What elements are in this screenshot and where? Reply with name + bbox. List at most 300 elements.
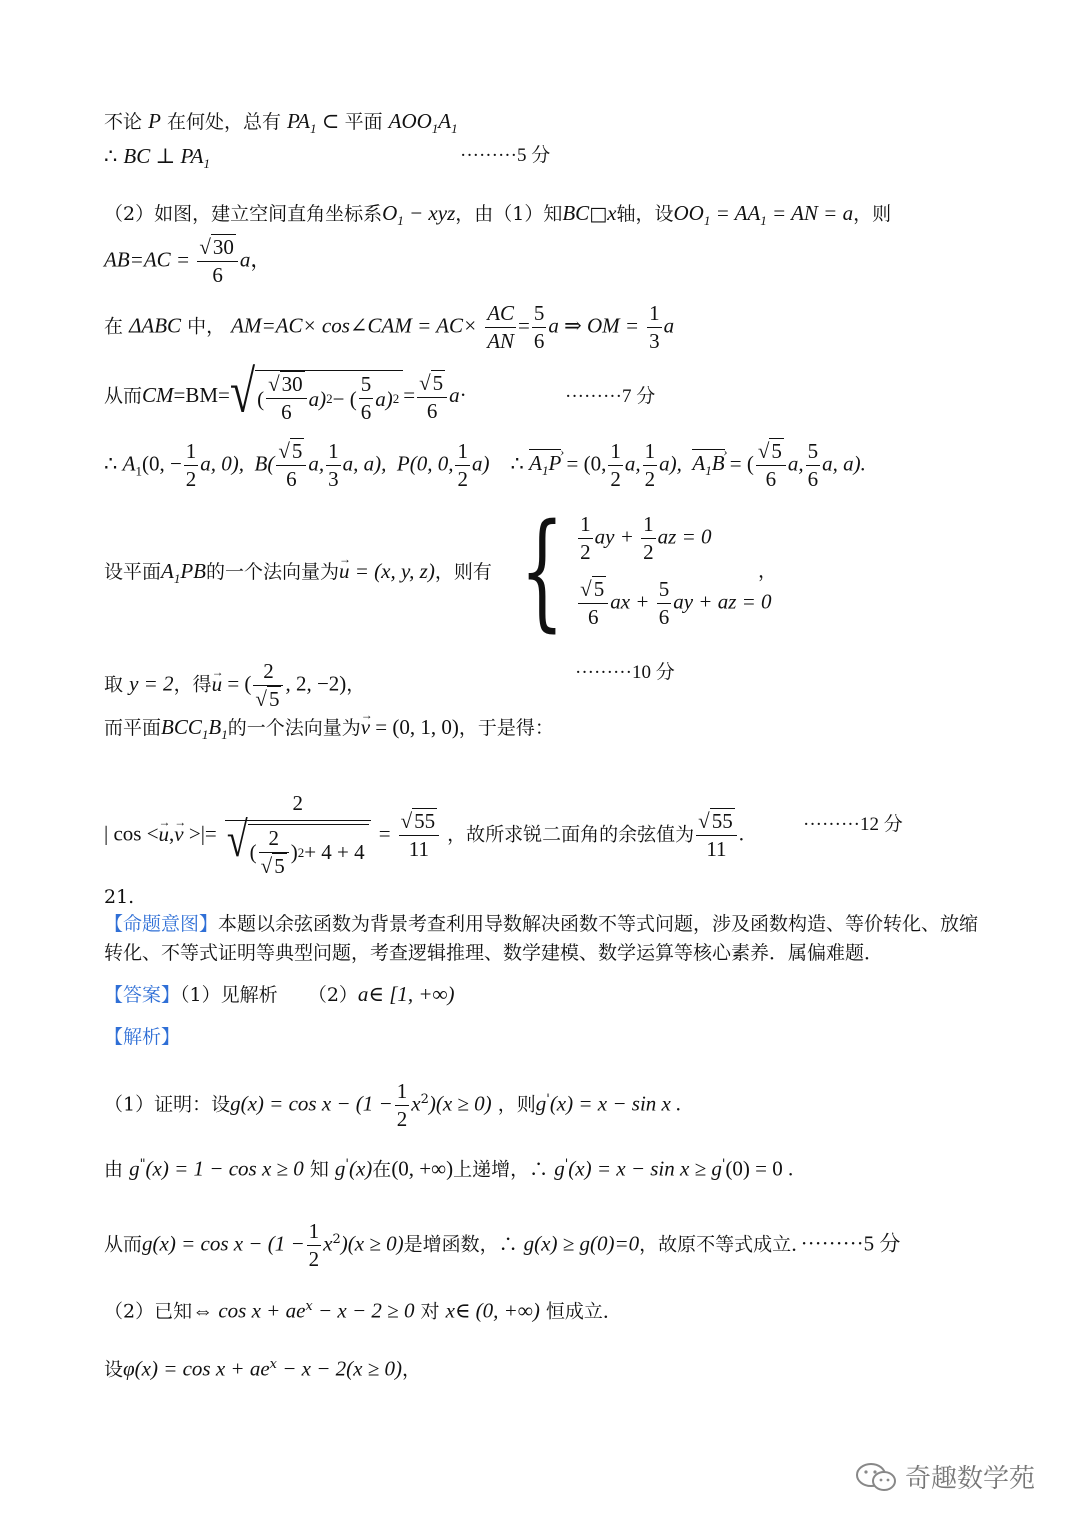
denominator: 6 — [533, 329, 545, 353]
denominator: 6 — [765, 467, 777, 491]
math: ⇔ cos x + ae — [192, 1298, 306, 1323]
math-part: = ( — [724, 451, 754, 476]
math-part: = AN = a — [766, 201, 854, 225]
denominator: 6 — [286, 467, 297, 491]
math-part: AB=AC = — [104, 247, 191, 272]
fraction — [307, 1220, 322, 1271]
text: （2） — [307, 984, 358, 1006]
math: ΔABC — [129, 313, 182, 338]
equation-row-2 — [576, 578, 771, 629]
superscript: ' — [564, 1157, 569, 1172]
math-part: + 4 + 4 — [304, 840, 365, 864]
denominator: AN — [487, 329, 515, 353]
denominator: 11 — [408, 837, 429, 861]
numerator: 1 — [307, 1220, 322, 1246]
numerator: 1 — [326, 440, 341, 466]
math: g(x) = cos x − (1 − — [230, 1091, 393, 1116]
fraction — [756, 440, 786, 491]
text: 的一个法向量为 — [206, 561, 340, 583]
denominator: 2 — [308, 1247, 320, 1271]
sqrt — [272, 856, 287, 877]
superscript: 2 — [326, 390, 333, 406]
line-step-1 — [104, 1080, 681, 1131]
fraction — [578, 578, 608, 629]
denominator: 2 — [643, 540, 654, 564]
vector-u: → u — [212, 671, 223, 697]
sqrt — [412, 811, 437, 832]
math-part: O — [382, 201, 398, 225]
line-take-y — [104, 660, 365, 711]
brace: { — [520, 497, 565, 644]
numerator: 5 — [657, 578, 672, 604]
math-part: ( — [257, 386, 265, 411]
fraction — [259, 827, 289, 878]
math-part: ay + — [594, 524, 634, 549]
math: | cos < — [104, 821, 159, 846]
fraction — [276, 440, 306, 491]
sqrt — [211, 237, 236, 258]
superscript: 2 — [332, 1232, 341, 1248]
watermark — [855, 1458, 1035, 1495]
text: 是增函数，∴ — [403, 1233, 518, 1256]
math-part: A — [529, 451, 542, 476]
equation-rows — [576, 513, 771, 629]
math-part: ax + — [610, 589, 650, 614]
text: 由 — [104, 1158, 124, 1181]
radicand: 5 — [291, 439, 303, 463]
fraction — [197, 236, 238, 287]
superscript: ' — [721, 1157, 726, 1172]
superscript: 2 — [392, 390, 400, 406]
sqrt — [769, 441, 784, 462]
math-part: PA — [287, 109, 310, 133]
denominator: 6 — [587, 605, 599, 629]
math: , — [169, 821, 175, 846]
math: CM — [142, 383, 174, 407]
line-normal-vector-v — [104, 714, 554, 748]
math: (x) = 1 − cos x ≥ 0 — [145, 1156, 304, 1181]
text: 在何处，总有 — [166, 111, 281, 133]
math: g(x) = cos x − (1 − — [142, 1231, 305, 1256]
math: = (x, y, z) — [349, 559, 435, 583]
math — [673, 201, 854, 229]
math-part: PB — [180, 559, 206, 583]
math: g — [554, 1156, 565, 1181]
numerator: 2 — [225, 792, 371, 821]
line-step-3 — [104, 1220, 900, 1271]
vector-v: → v — [361, 714, 370, 740]
math-part: a, — [787, 451, 804, 476]
numerator: √30 — [266, 373, 307, 399]
vector-a1b — [692, 449, 724, 484]
numerator: √5 — [578, 578, 608, 604]
denominator: 11 — [706, 837, 727, 861]
math-part: a) — [375, 386, 393, 411]
radicand: 55 — [711, 809, 733, 833]
math: . — [738, 821, 744, 846]
math-part: = AA — [710, 201, 761, 225]
superscript: x — [305, 1299, 313, 1314]
math: BC — [562, 201, 590, 225]
text: 不论 — [104, 111, 143, 133]
line-bc-perp — [104, 143, 210, 177]
text: 的一个法向量为 — [227, 717, 361, 739]
text: 而平面 — [104, 717, 162, 739]
superscript: " — [139, 1157, 146, 1172]
fraction — [608, 440, 623, 491]
math-part: − xyz — [403, 201, 456, 225]
math: = — [518, 313, 530, 338]
text: ，则 — [497, 1093, 536, 1116]
math: )(x ≥ 0) — [428, 1091, 492, 1116]
math-part: B( — [254, 451, 275, 476]
math-part: AOO — [388, 109, 432, 133]
sqrt — [710, 811, 735, 832]
denominator: 2 — [580, 540, 591, 564]
fraction — [643, 440, 658, 491]
fraction — [657, 578, 672, 629]
denominator: 6 — [658, 605, 670, 629]
fraction — [417, 372, 447, 423]
text: 对 — [420, 1300, 440, 1323]
math: g — [535, 1091, 547, 1116]
math-part: BCC — [161, 715, 202, 739]
math-part: a, — [624, 451, 641, 476]
fraction — [184, 440, 199, 491]
math: a ⇒ OM = — [548, 313, 640, 338]
text: 中， — [187, 315, 226, 338]
analysis-tag: 【解析】 — [104, 1026, 181, 1048]
equation-row-1 — [576, 513, 771, 564]
math-part: B — [208, 715, 222, 739]
text: 平面 — [344, 111, 383, 133]
math-part: ∴ — [104, 451, 118, 476]
answer-tag: 【答案】 — [104, 984, 181, 1006]
subscript: 1 — [705, 463, 712, 479]
score-5: ·········5 分 — [460, 145, 551, 166]
numerator: √5 — [417, 372, 447, 398]
fraction — [266, 373, 307, 424]
sqrt — [280, 374, 305, 395]
text: 设平面 — [104, 561, 162, 583]
radicand: 55 — [414, 809, 436, 833]
sqrt-symbol: √ — [226, 813, 248, 868]
line-ab-ac — [104, 236, 271, 287]
text: （1）见解析 — [180, 984, 278, 1006]
superscript: ' — [546, 1092, 550, 1108]
line-step-4 — [104, 1294, 622, 1324]
superscript: 2 — [297, 845, 305, 860]
fraction — [455, 440, 470, 491]
subscript: 1 — [221, 727, 228, 743]
math: x — [607, 201, 617, 225]
line-triangle-abc — [104, 302, 674, 353]
text: ，则有 — [434, 561, 492, 583]
math-part: (0, − — [141, 451, 182, 476]
math-part: OO — [673, 201, 704, 225]
sqrt-body — [255, 370, 403, 424]
watermark-text: 奇趣数学苑 — [905, 1464, 1036, 1494]
numerator: √55 — [696, 810, 737, 836]
numerator: 2 — [253, 660, 283, 686]
text: 上递增，∴ — [453, 1158, 549, 1181]
numerator: 1 — [647, 302, 662, 328]
radicand: 30 — [212, 235, 234, 259]
math: ∴ — [104, 144, 118, 168]
denominator: 3 — [649, 329, 660, 353]
vector-a1p — [529, 449, 561, 484]
math: =BM= — [173, 383, 230, 407]
line-coordinate-system — [104, 200, 891, 234]
subscript: 1 — [451, 121, 458, 137]
text: 取 — [104, 673, 124, 696]
numerator: 5 — [359, 373, 374, 399]
math: a — [663, 313, 675, 338]
numerator: √55 — [399, 810, 440, 836]
numerator: 1 — [184, 440, 199, 466]
punct: ， — [346, 673, 366, 696]
math-part: = (0, — [561, 451, 607, 476]
numerator: 5 — [532, 302, 547, 328]
math-part: ∴ — [510, 451, 524, 476]
numerator: 1 — [643, 440, 658, 466]
equation-system — [520, 497, 772, 644]
numerator: AC — [485, 302, 516, 328]
math-part: az = 0 — [657, 524, 712, 549]
numerator: 5 — [806, 440, 821, 466]
math — [382, 201, 456, 229]
vector-u: → u — [339, 558, 350, 584]
math — [287, 109, 317, 137]
math-part: P(0, 0, — [396, 451, 454, 476]
line-normal-vector-u — [104, 558, 492, 592]
sqrt — [290, 441, 305, 462]
numerator: 1 — [395, 1080, 410, 1106]
math-part: ay + az = 0 — [673, 589, 772, 614]
fraction — [647, 302, 662, 353]
text: 在 — [104, 315, 124, 338]
text: 知 — [309, 1158, 329, 1181]
math-part: a, — [308, 451, 325, 476]
fraction — [225, 792, 371, 879]
score-7: ·········7 分 — [565, 386, 656, 407]
superscript: x — [269, 1357, 278, 1372]
text: 轴，设 — [616, 203, 674, 225]
math: (x) — [348, 1156, 373, 1181]
line-step-2 — [104, 1152, 793, 1182]
denominator: √5 — [260, 854, 285, 878]
subscript: 1 — [431, 121, 439, 137]
big-sqrt — [226, 813, 369, 878]
math: (x) = x − sin x . — [549, 1091, 682, 1116]
math-part: a, a). — [822, 451, 866, 476]
text: ，得 — [173, 673, 212, 696]
fraction — [696, 810, 737, 861]
math-part: a, a), — [342, 451, 387, 476]
subscript: 1 — [703, 213, 711, 229]
radicand: 5 — [432, 370, 444, 395]
line-analysis — [104, 1024, 180, 1050]
vector-u: → u — [159, 821, 170, 847]
line-cosine-result — [104, 792, 744, 879]
math-part: a) — [471, 451, 490, 476]
fraction — [806, 440, 821, 491]
text: 在 — [372, 1158, 392, 1181]
math — [161, 715, 228, 743]
superscript: ' — [345, 1157, 349, 1172]
big-sqrt — [229, 358, 403, 425]
numerator: 2 — [259, 827, 289, 853]
math: = — [403, 383, 416, 407]
math: − x − 2 ≥ 0 — [312, 1298, 415, 1323]
math: >|= — [183, 821, 217, 846]
math: = ( — [222, 671, 252, 696]
denominator: 2 — [457, 467, 468, 491]
math: (0, +∞) — [391, 1156, 454, 1181]
subscript: 1 — [135, 463, 142, 479]
fraction — [578, 513, 593, 564]
denominator: 2 — [396, 1107, 408, 1131]
subscript: 1 — [309, 121, 317, 137]
line-plane-contains — [104, 108, 458, 142]
math-part: a — [239, 247, 251, 272]
math: · — [459, 383, 467, 407]
intent-tag: 【命题意图】 — [104, 913, 219, 935]
math-part: A — [122, 451, 136, 476]
math-part: B — [711, 451, 725, 476]
math — [161, 559, 206, 587]
text: 从而 — [104, 385, 143, 407]
denominator: 2 — [644, 467, 656, 491]
line-coordinates — [104, 440, 866, 491]
fraction — [395, 1080, 410, 1131]
line-intent-2: 转化、不等式证明等典型问题，考查逻辑推理、数学建模、数学运算等核心素养．属偏难题． — [104, 942, 884, 964]
fraction — [485, 302, 516, 353]
math-part: P — [548, 451, 562, 476]
math: − x − 2(x ≥ 0) — [277, 1356, 403, 1381]
math: (0) = 0 . — [725, 1156, 794, 1181]
math: x — [323, 1231, 333, 1256]
score-10: ·········10 分 — [575, 662, 675, 683]
subscript: 1 — [760, 213, 767, 229]
denominator: √5 — [255, 687, 280, 711]
sqrt — [431, 370, 446, 395]
text: 从而 — [104, 1233, 143, 1256]
math-part: a), — [659, 451, 682, 476]
text: （2）如图，建立空间直角坐标系 — [104, 203, 383, 225]
denominator: 6 — [281, 400, 292, 424]
numerator: √5 — [276, 440, 306, 466]
fraction — [359, 373, 374, 424]
text: 恒成立． — [545, 1300, 622, 1323]
denominator: 3 — [328, 467, 339, 491]
text: ，则 — [853, 203, 892, 225]
line-intent-1 — [104, 911, 978, 937]
text: ，于是得： — [458, 717, 554, 739]
superscript: 2 — [420, 1092, 429, 1108]
math: x — [411, 1091, 421, 1116]
fraction — [253, 660, 283, 711]
math — [388, 109, 458, 137]
math: = (0, 1, 0) — [370, 715, 459, 739]
punct: ， — [250, 247, 272, 272]
math: P — [148, 109, 161, 133]
denominator: 2 — [610, 467, 621, 491]
denominator: 6 — [426, 398, 438, 423]
fraction — [532, 302, 547, 353]
math: g — [129, 1156, 140, 1181]
radicand: 5 — [274, 854, 285, 878]
math: , 2, −2) — [285, 671, 347, 696]
placeholder-glyph: □ — [589, 203, 608, 225]
score-12: ·········12 分 — [803, 814, 903, 835]
math-part: − ( — [332, 386, 357, 411]
math: = — [378, 821, 391, 846]
subscript: 1 — [397, 213, 404, 229]
sqrt-symbol: √ — [229, 358, 256, 425]
math: φ(x) = cos x + ae — [123, 1356, 270, 1381]
subscript: 1 — [203, 156, 210, 172]
denominator: 6 — [212, 263, 223, 287]
text: （1）证明：设 — [104, 1093, 231, 1116]
math: g(x) ≥ g(0)=0 — [523, 1231, 640, 1256]
math-part: a) — [308, 386, 327, 411]
math-part: A — [438, 109, 452, 133]
math: y = 2 — [129, 671, 174, 696]
sqrt — [592, 579, 607, 600]
punct: ， — [402, 1358, 422, 1381]
system-comma: ， — [758, 560, 778, 582]
radicand: 30 — [281, 372, 303, 396]
denominator: 2 — [185, 467, 197, 491]
math: a∈ [1, +∞) — [357, 982, 455, 1006]
math: x∈ (0, +∞) — [445, 1298, 540, 1323]
radicand: 5 — [268, 687, 280, 711]
numerator: √30 — [197, 236, 238, 262]
numerator: 1 — [641, 513, 656, 539]
math-part: A — [161, 559, 174, 583]
math — [123, 144, 210, 172]
math: )(x ≥ 0) — [340, 1231, 404, 1256]
math-part: BC ⊥ PA — [123, 144, 204, 168]
sqrt — [267, 689, 282, 710]
math-part: A — [692, 451, 706, 476]
math: a — [449, 383, 460, 407]
denominator — [225, 813, 371, 879]
numerator: √5 — [756, 440, 786, 466]
math: (x) = x − sin x ≥ g — [568, 1156, 722, 1181]
denominator: 6 — [807, 467, 819, 491]
subscript: 1 — [173, 571, 181, 587]
fraction — [399, 810, 440, 861]
denominator: 6 — [360, 400, 372, 424]
text: 设 — [104, 1358, 124, 1381]
numerator: 1 — [455, 440, 470, 466]
line-cm-bm — [104, 358, 467, 425]
radicand: 5 — [593, 577, 605, 601]
text: ，故所求锐二面角的余弦值为 — [447, 823, 695, 846]
line-step-5 — [104, 1352, 421, 1382]
score-5: ·········5 分 — [800, 1231, 901, 1256]
text: （2）已知 — [104, 1300, 193, 1323]
numerator: 1 — [608, 440, 623, 466]
math: AM=AC× cos∠CAM = AC× — [231, 313, 478, 338]
numerator: 1 — [578, 513, 593, 539]
text: ，故原不等式成立． — [639, 1233, 801, 1256]
sqrt-body: ( $\frac{2}{√5}$ ) 2 + 4 + 4 — [248, 824, 369, 878]
text: ，由（1）知 — [455, 203, 563, 225]
math: g — [334, 1156, 346, 1181]
